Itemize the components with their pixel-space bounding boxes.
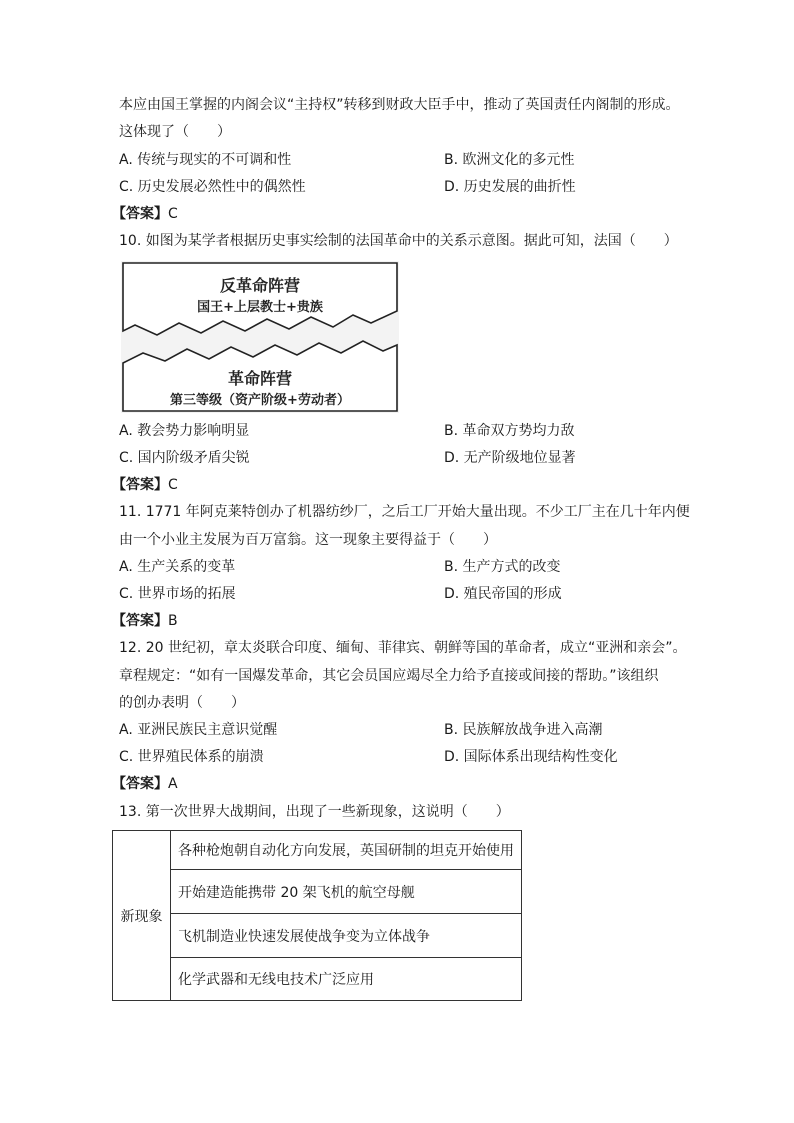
q9-option-c: C. 历史发展必然性中的偶然性	[119, 179, 306, 195]
answer-tag: 【答案】	[112, 613, 168, 629]
q9-option-b: B. 欧洲文化的多元性	[444, 152, 575, 168]
table-header-cell: 新现象	[113, 831, 171, 1000]
q11-option-c: C. 世界市场的拓展	[119, 586, 236, 602]
q10-stem-line1: 10. 如图为某学者根据历史事实绘制的法国革命中的关系示意图。据此可知，法国（ ）	[119, 233, 678, 249]
q9-answer	[112, 204, 178, 224]
q12-option-a: A. 亚洲民族民主意识觉醒	[119, 722, 278, 738]
q9-stem-line2: 这体现了（ ）	[119, 124, 231, 140]
q12-stem-line3: 的创办表明（ ）	[119, 695, 245, 711]
q11-stem-line2: 由一个小业主发展为百万富翁。这一现象主要得益于（ ）	[119, 532, 497, 548]
table-row: 化学武器和无线电技术广泛应用	[178, 972, 374, 988]
diagram-top-subtitle: 国王+上层教士+贵族	[197, 300, 323, 315]
diagram-bottom-subtitle: 第三等级（资产阶级+劳动者）	[170, 393, 350, 408]
q10-answer	[112, 475, 178, 495]
new-phenomena-table	[112, 830, 522, 1001]
q12-option-d: D. 国际体系出现结构性变化	[444, 749, 618, 765]
table-row: 开始建造能携带 20 架飞机的航空母舰	[171, 870, 521, 914]
answer-tag: 【答案】	[112, 776, 168, 792]
q12-stem-line1: 12. 20 世纪初，章太炎联合印度、缅甸、菲律宾、朝鲜等国的革命者，成立“亚洲和亲会”。	[119, 640, 687, 656]
q9-stem-line1: 本应由国王掌握的内阁会议“主持权”转移到财政大臣手中，推动了英国责任内阁制的形成。	[119, 97, 680, 113]
q9-option-a: A. 传统与现实的不可调和性	[119, 152, 292, 168]
answer-value: B	[168, 613, 178, 629]
q11-option-d: D. 殖民帝国的形成	[444, 586, 562, 602]
q12-stem-line2: 章程规定：“如有一国爆发革命，其它会员国应竭尽全力给予直接或间接的帮助。”该组织	[119, 668, 659, 684]
answer-value: C	[168, 206, 178, 222]
q12-option-b: B. 民族解放战争进入高潮	[444, 722, 603, 738]
answer-tag: 【答案】	[112, 477, 168, 493]
q11-answer	[112, 611, 178, 631]
table-row: 飞机制造业快速发展使战争变为立体战争	[171, 914, 521, 958]
q12-answer	[112, 774, 178, 794]
q11-option-b: B. 生产方式的改变	[444, 559, 561, 575]
q13-stem-line1: 13. 第一次世界大战期间，出现了一些新现象，这说明（ ）	[119, 804, 510, 820]
answer-tag: 【答案】	[112, 206, 168, 222]
table-row: 各种枪炮朝自动化方向发展，英国研制的坦克开始使用	[171, 831, 521, 870]
q11-option-a: A. 生产关系的变革	[119, 559, 236, 575]
q10-option-d: D. 无产阶级地位显著	[444, 450, 576, 466]
answer-value: A	[168, 776, 178, 792]
q12-option-c: C. 世界殖民体系的崩溃	[119, 749, 264, 765]
diagram-top-title: 反革命阵营	[219, 276, 300, 295]
answer-value: C	[168, 477, 178, 493]
diagram-bottom-title: 革命阵营	[227, 369, 292, 388]
q11-stem-line1: 11. 1771 年阿克莱特创办了机器纺纱厂，之后工厂开始大量出现。不少工厂主在几十年内便	[119, 504, 690, 520]
relationship-diagram	[121, 261, 399, 413]
q9-option-d: D. 历史发展的曲折性	[444, 179, 576, 195]
q10-option-a: A. 教会势力影响明显	[119, 423, 250, 439]
q10-option-c: C. 国内阶级矛盾尖锐	[119, 450, 250, 466]
q10-option-b: B. 革命双方势均力敌	[444, 423, 575, 439]
